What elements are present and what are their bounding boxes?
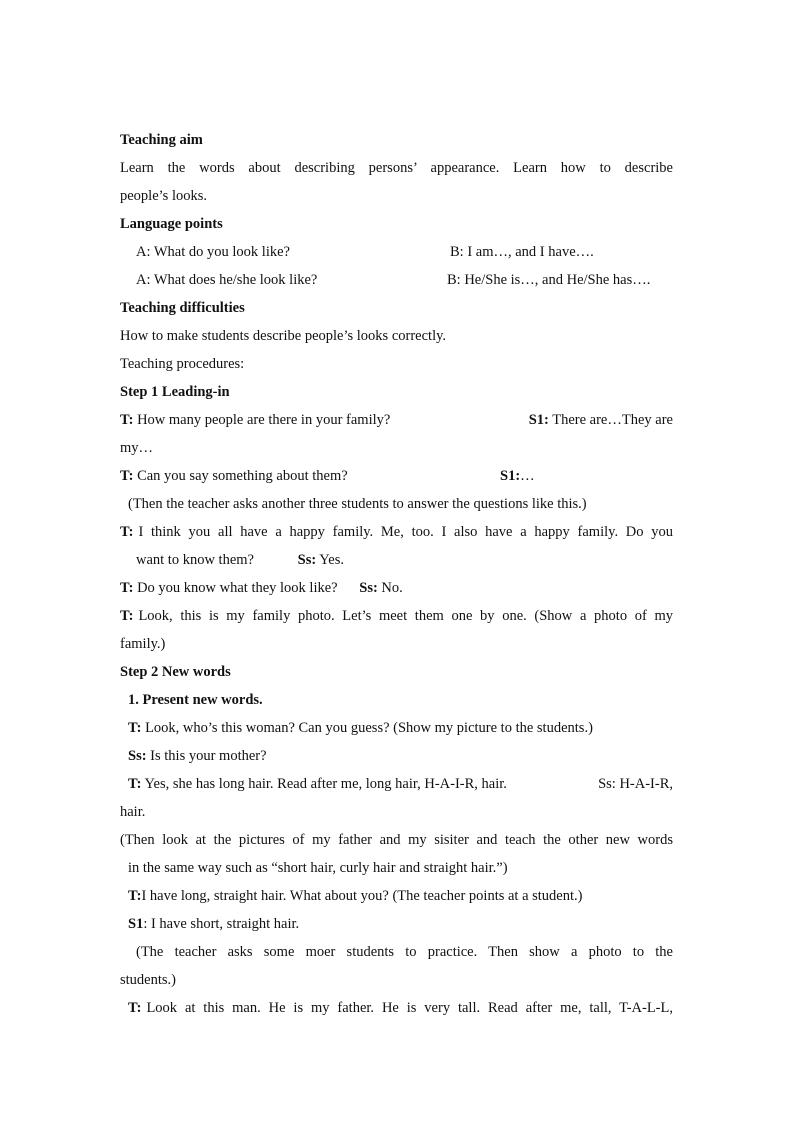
student-reply xyxy=(500,462,535,490)
language-point-b1: B: I am…, and I have…. xyxy=(450,244,594,260)
step2-line-7 xyxy=(120,938,673,966)
speaker-label: Ss: xyxy=(359,580,378,596)
speaker-label: Ss: xyxy=(128,748,147,764)
document-page xyxy=(120,126,673,1022)
language-point-a2: A: What does he/she look like? xyxy=(136,272,318,288)
dialogue-text: Do you know what they look like? xyxy=(137,580,338,596)
teaching-aim-heading: Teaching aim xyxy=(120,132,203,148)
dialogue-text: Look, this is my family photo. Let’s meet them one by one. (Show a photo of my xyxy=(138,608,673,624)
step2-heading: Step 2 New words xyxy=(120,664,231,680)
language-points-heading: Language points xyxy=(120,216,223,232)
speaker-label: T: xyxy=(128,1000,142,1016)
speaker-label: S1: xyxy=(528,412,549,428)
step2-line-2 xyxy=(120,742,673,770)
step1-line-1-cont: my… xyxy=(120,440,154,456)
dialogue-text: : I have short, straight hair. xyxy=(143,916,300,932)
speaker-label: T: xyxy=(120,524,134,540)
teaching-aim-line-1: Learn the words about describing persons’ appearance. Learn how to describe xyxy=(120,160,673,176)
dialogue-text: Look, who’s this woman? Can you guess? (Show my picture to the students.) xyxy=(145,720,593,736)
step2-sub-heading: 1. Present new words. xyxy=(128,692,263,708)
step2-line-3 xyxy=(120,770,673,798)
dialogue-text: want to know them? xyxy=(136,552,254,568)
step1-heading: Step 1 Leading-in xyxy=(120,384,230,400)
language-point-row-1 xyxy=(120,238,673,266)
teaching-aim-line-2: people’s looks. xyxy=(120,188,207,204)
speaker-label: T: xyxy=(120,412,134,428)
dialogue-text: I have long, straight hair. What about you? (The teacher points at a student.) xyxy=(141,888,583,904)
step2-line-6 xyxy=(120,910,673,938)
speaker-label: T: xyxy=(120,608,134,624)
dialogue-text: Is this your mother? xyxy=(150,748,267,764)
step2-line-4: (Then look at the pictures of my father and my sisiter and teach the other new words xyxy=(120,832,673,848)
language-point-row-2 xyxy=(120,266,673,294)
speaker-label: T: xyxy=(128,720,142,736)
speaker-label: Ss: xyxy=(297,552,317,568)
dialogue-text: Can you say something about them? xyxy=(137,468,348,484)
dialogue-text: No. xyxy=(381,580,403,596)
step2-line-8 xyxy=(120,994,673,1022)
step1-line-6-cont: family.) xyxy=(120,636,166,652)
step1-line-1 xyxy=(120,406,673,434)
language-point-a1: A: What do you look like? xyxy=(136,244,290,260)
dialogue-text: There are…They are xyxy=(552,412,673,428)
speaker-label: T: xyxy=(128,776,142,792)
dialogue-text: Yes. xyxy=(319,552,344,568)
teaching-difficulties-text: How to make students describe people’s looks correctly. xyxy=(120,328,447,344)
dialogue-text: … xyxy=(520,468,535,484)
step1-line-2 xyxy=(120,462,673,490)
dialogue-text: I think you all have a happy family. Me, too. I also have a happy family. Do you xyxy=(138,524,673,540)
teaching-procedures-label: Teaching procedures: xyxy=(120,356,245,372)
step2-line-4-cont: in the same way such as “short hair, curly hair and straight hair.”) xyxy=(128,860,508,876)
dialogue-text: (The teacher asks some moer students to practice. Then show a photo to the xyxy=(136,944,673,960)
speaker-label: T: xyxy=(120,580,134,596)
dialogue-text: Ss: H-A-I-R, xyxy=(598,776,673,792)
speaker-label: T: xyxy=(120,468,134,484)
dialogue-text: Yes, she has long hair. Read after me, long hair, H-A-I-R, hair. xyxy=(144,776,507,792)
step2-line-3-cont: hair. xyxy=(120,804,146,820)
dialogue-text: Look at this man. He is my father. He is very tall. Read after me, tall, T-A-L-L, xyxy=(146,1000,673,1016)
step2-line-7-cont: students.) xyxy=(120,972,176,988)
speaker-label: S1 xyxy=(128,916,144,932)
speaker-label: S1: xyxy=(500,468,521,484)
step1-line-3: (Then the teacher asks another three students to answer the questions like this.) xyxy=(128,496,587,512)
step2-line-5 xyxy=(120,882,673,910)
step1-line-4 xyxy=(120,518,673,546)
student-reply xyxy=(529,406,673,434)
step1-line-6 xyxy=(120,602,673,630)
step1-line-5 xyxy=(120,574,673,602)
speaker-label: T: xyxy=(128,888,142,904)
language-point-b2: B: He/She is…, and He/She has…. xyxy=(447,272,651,288)
teaching-difficulties-heading: Teaching difficulties xyxy=(120,300,245,316)
dialogue-text: How many people are there in your family? xyxy=(137,412,391,428)
step1-line-4-cont xyxy=(120,546,673,574)
step2-line-1 xyxy=(120,714,673,742)
